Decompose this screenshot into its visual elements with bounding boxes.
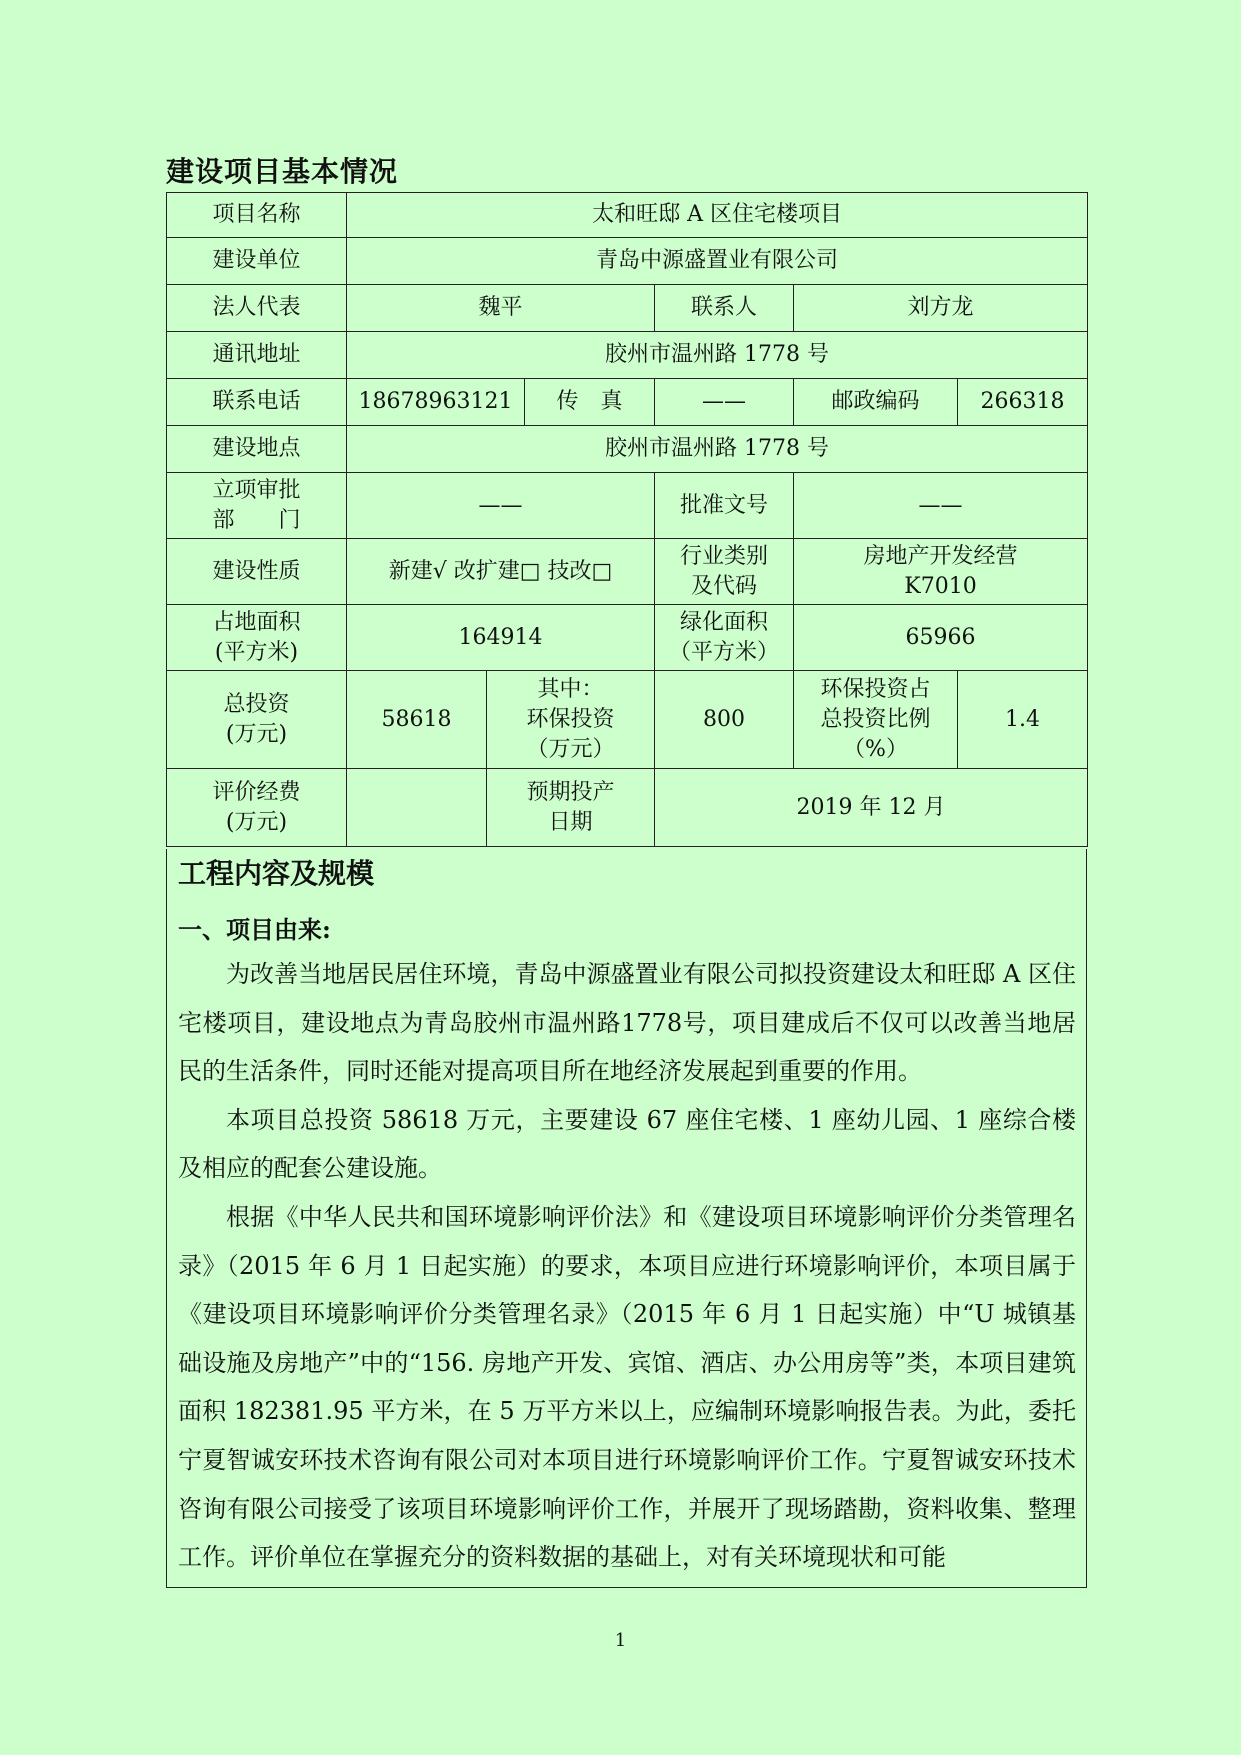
row-phone	[167, 379, 1088, 426]
project-info-table	[166, 192, 1088, 847]
legal-rep-label: 法人代表	[167, 285, 347, 332]
row-site	[167, 426, 1088, 473]
row-legal-rep	[167, 285, 1088, 332]
row-address	[167, 332, 1088, 379]
production-date-value: 2019 年 12 月	[655, 769, 1088, 847]
total-invest-label: 总投资 (万元)	[167, 671, 347, 769]
project-name-label: 项目名称	[167, 193, 347, 238]
industry-label: 行业类别 及代码	[655, 539, 794, 605]
legal-rep-value: 魏平	[347, 285, 655, 332]
postcode-value: 266318	[958, 379, 1088, 426]
row-investment	[167, 671, 1088, 769]
section-title: 工程内容及规模	[178, 857, 375, 890]
row-nature	[167, 539, 1088, 605]
approval-no-value: ——	[794, 473, 1088, 539]
builder-value: 青岛中源盛置业有限公司	[347, 238, 1088, 285]
phone-label: 联系电话	[167, 379, 347, 426]
body-text	[178, 950, 1076, 1582]
site-label: 建设地点	[167, 426, 347, 473]
nature-value: 新建√ 改扩建□ 技改□	[347, 539, 655, 605]
green-area-label: 绿化面积 （平方米）	[655, 605, 794, 671]
approval-no-label: 批准文号	[655, 473, 794, 539]
row-project-name	[167, 193, 1088, 238]
row-approval	[167, 473, 1088, 539]
row-builder	[167, 238, 1088, 285]
fax-value: ——	[655, 379, 794, 426]
builder-label: 建设单位	[167, 238, 347, 285]
site-value: 胶州市温州路 1778 号	[347, 426, 1088, 473]
fax-label: 传 真	[525, 379, 655, 426]
nature-label: 建设性质	[167, 539, 347, 605]
eval-fee-value	[347, 769, 487, 847]
green-area-value: 65966	[794, 605, 1088, 671]
env-ratio-label: 环保投资占 总投资比例 （%）	[794, 671, 958, 769]
page-number: 1	[614, 1630, 627, 1651]
address-value: 胶州市温州路 1778 号	[347, 332, 1088, 379]
paragraph: 本项目总投资 58618 万元，主要建设 67 座住宅楼、1 座幼儿园、1 座综合楼及相应的配套公建设施。	[178, 1105, 1076, 1183]
env-ratio-value: 1.4	[958, 671, 1088, 769]
contact-label: 联系人	[655, 285, 794, 332]
paragraph: 为改善当地居民居住环境，青岛中源盛置业有限公司拟投资建设太和旺邸 A 区住宅楼项目，建设地点为青岛胶州市温州路1778号，项目建成后不仅可以改善当地居民的生活条件，同时还能对提高项目所在地经济发展起到重要的作用。	[178, 960, 1076, 1086]
approval-dept-label: 立项审批 部 门	[167, 473, 347, 539]
paragraph: 根据《中华人民共和国环境影响评价法》和《建设项目环境影响评价分类管理名录》（2015 年 6 月 1 日起实施）的要求，本项目应进行环境影响评价，本项目属于《建设项目环境影响评价分类管理名录》（2015 年 6 月 1 日起实施）中“U 城镇基础设施及房地产”中的“156. 房地产开发、宾馆、酒店、办公用房等”类，本项目建筑面积 182381.95 平方米，在 5 万平方米以上，应编制环境影响报告表。为此，委托宁夏智诚安环技术咨询有限公司对本项目进行环境影响评价工作。宁夏智诚安环技术咨询有限公司接受了该项目环境影响评价工作，并展开了现场踏勘，资料收集、整理工作。评价单位在掌握充分的资料数据的基础上，对有关环境现状和可能	[178, 1202, 1076, 1572]
page-title: 建设项目基本情况	[166, 155, 399, 188]
phone-value: 18678963121	[347, 379, 525, 426]
production-date-label: 预期投产 日期	[487, 769, 655, 847]
env-invest-value: 800	[655, 671, 794, 769]
address-label: 通讯地址	[167, 332, 347, 379]
row-eval	[167, 769, 1088, 847]
eval-fee-label: 评价经费 (万元)	[167, 769, 347, 847]
land-area-value: 164914	[347, 605, 655, 671]
postcode-label: 邮政编码	[794, 379, 958, 426]
env-invest-label: 其中： 环保投资 （万元）	[487, 671, 655, 769]
industry-value: 房地产开发经营 K7010	[794, 539, 1088, 605]
sub-title: 一、项目由来:	[178, 915, 331, 944]
land-area-label: 占地面积 (平方米)	[167, 605, 347, 671]
total-invest-value: 58618	[347, 671, 487, 769]
contact-value: 刘方龙	[794, 285, 1088, 332]
row-area	[167, 605, 1088, 671]
approval-dept-value: ——	[347, 473, 655, 539]
project-name-value: 太和旺邸 A 区住宅楼项目	[347, 193, 1088, 238]
